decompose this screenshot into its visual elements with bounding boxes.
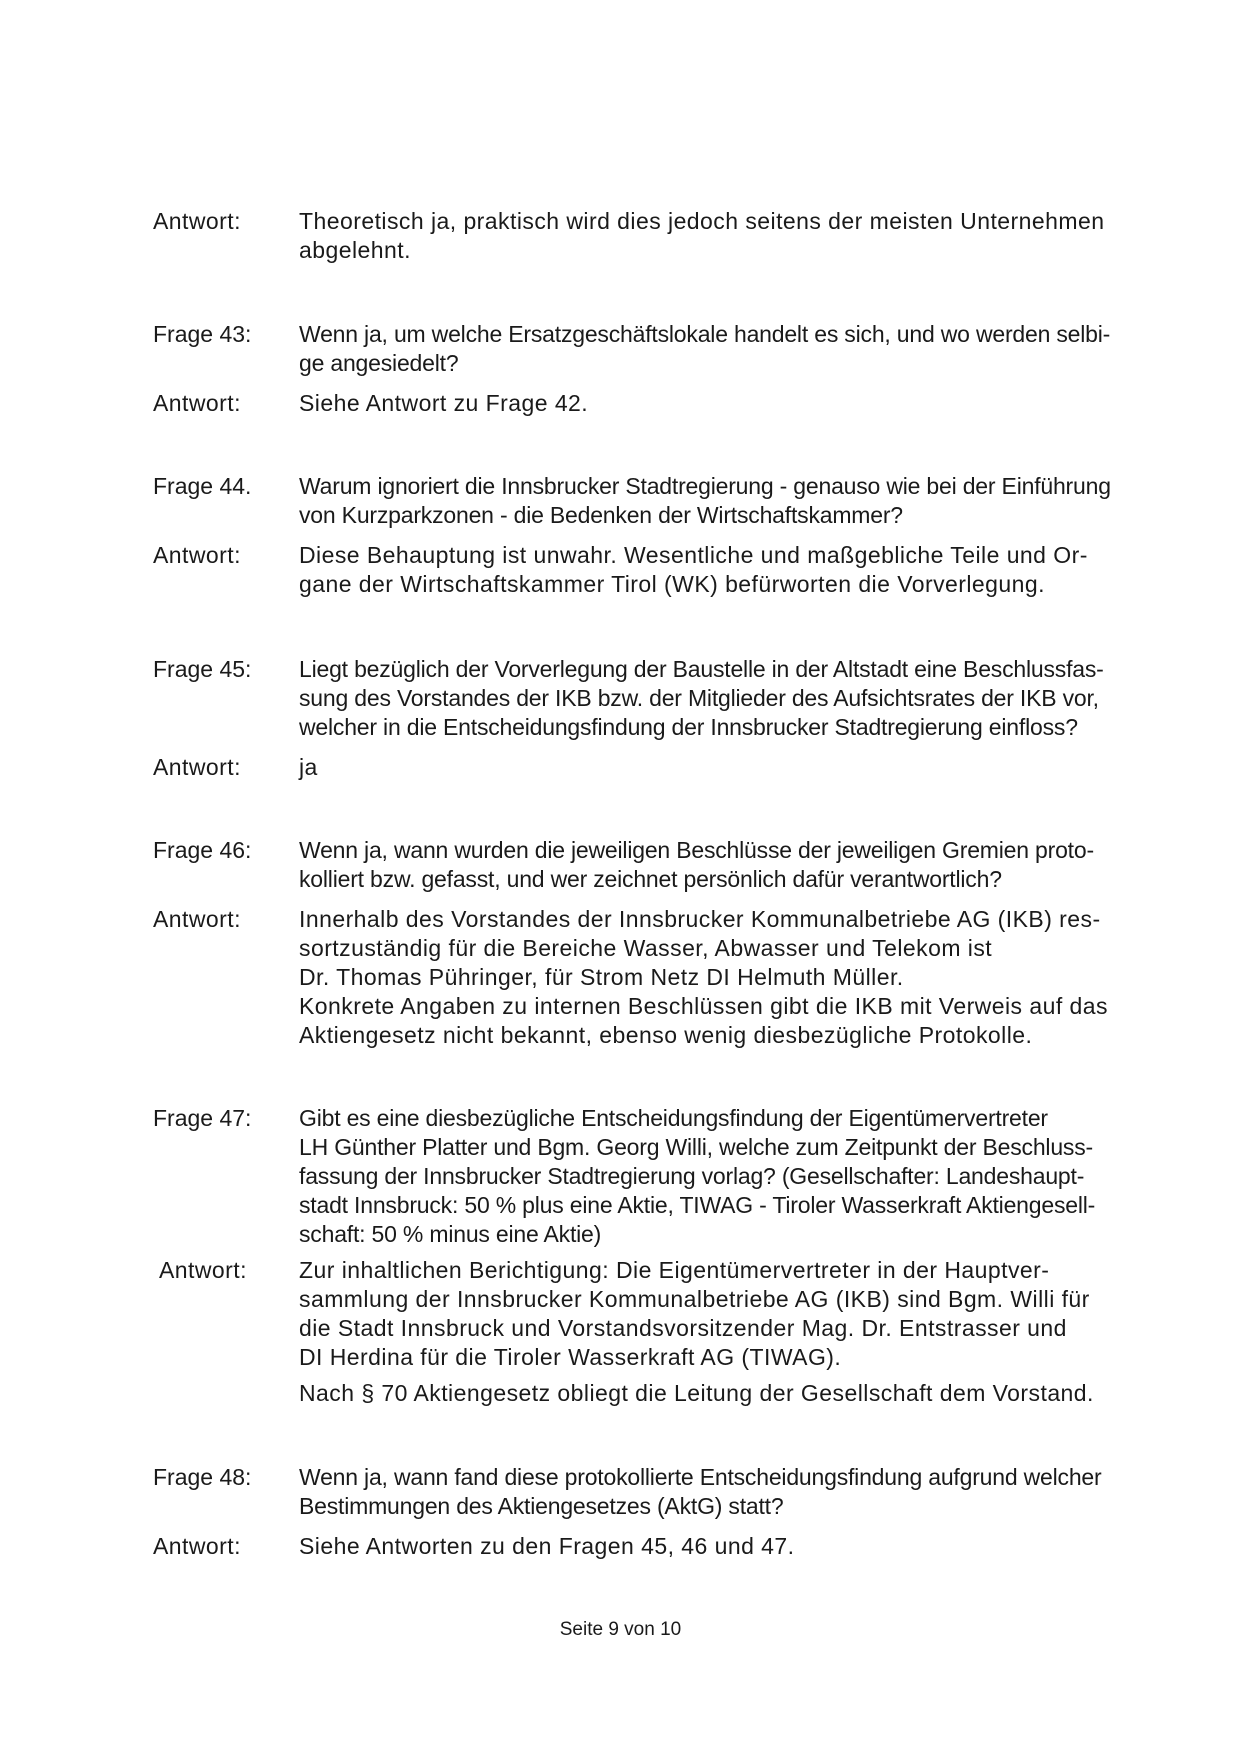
text-line: Innerhalb des Vorstandes der Innsbrucker Kommunalbetriebe AG (IKB) res- bbox=[299, 906, 1101, 932]
answer-text bbox=[299, 905, 1139, 1050]
question-text bbox=[299, 320, 1139, 378]
answer-label: Antwort: bbox=[153, 542, 241, 568]
answer-label: Antwort: bbox=[153, 754, 241, 780]
question-text bbox=[299, 836, 1139, 894]
text-line: Bestimmungen des Aktiengesetzes (AktG) statt? bbox=[299, 1493, 784, 1519]
text-line: Theoretisch ja, praktisch wird dies jedoch seitens der meisten Unternehmen bbox=[299, 208, 1105, 234]
text-line: stadt Innsbruck: 50 % plus eine Aktie, TIWAG - Tiroler Wasserkraft Aktiengesell- bbox=[299, 1192, 1096, 1218]
question-label: Frage 44. bbox=[153, 473, 252, 499]
answer-text bbox=[299, 1532, 1139, 1561]
answer-label: Antwort: bbox=[153, 208, 241, 234]
text-line: Liegt bezüglich der Vorverlegung der Baustelle in der Altstadt eine Beschlussfas- bbox=[299, 656, 1104, 682]
text-line: Wenn ja, wann wurden die jeweiligen Beschlüsse der jeweiligen Gremien proto- bbox=[299, 837, 1094, 863]
question-label: Frage 47: bbox=[153, 1105, 252, 1131]
text-line: sammlung der Innsbrucker Kommunalbetriebe AG (IKB) sind Bgm. Willi für bbox=[299, 1286, 1090, 1312]
question-text bbox=[299, 472, 1139, 530]
text-line: kolliert bzw. gefasst, und wer zeichnet persönlich dafür verantwortlich? bbox=[299, 866, 1002, 892]
text-line: Wenn ja, um welche Ersatzgeschäftslokale handelt es sich, und wo werden selbi- bbox=[299, 321, 1111, 347]
question-text bbox=[299, 1104, 1139, 1249]
answer-text bbox=[299, 541, 1139, 599]
answer-text bbox=[299, 1379, 1139, 1408]
text-line: Nach § 70 Aktiengesetz obliegt die Leitung der Gesellschaft dem Vorstand. bbox=[299, 1380, 1094, 1406]
text-line: DI Herdina für die Tiroler Wasserkraft AG (TIWAG). bbox=[299, 1344, 842, 1370]
question-label: Frage 48: bbox=[153, 1464, 252, 1490]
text-line: ge angesiedelt? bbox=[299, 350, 459, 376]
answer-text bbox=[299, 389, 1139, 418]
text-line: Dr. Thomas Pühringer, für Strom Netz DI Helmuth Müller. bbox=[299, 964, 904, 990]
text-line: LH Günther Platter und Bgm. Georg Willi, welche zum Zeitpunkt der Beschluss- bbox=[299, 1134, 1093, 1160]
text-line: sung des Vorstandes der IKB bzw. der Mitglieder des Aufsichtsrates der IKB vor, bbox=[299, 685, 1099, 711]
text-line: Zur inhaltlichen Berichtigung: Die Eigentümervertreter in der Hauptver- bbox=[299, 1257, 1050, 1283]
text-line: schaft: 50 % minus eine Aktie) bbox=[299, 1221, 602, 1247]
text-line: welcher in die Entscheidungsfindung der Innsbrucker Stadtregierung einfloss? bbox=[299, 714, 1078, 740]
text-line: fassung der Innsbrucker Stadtregierung vorlag? (Gesellschafter: Landeshaupt- bbox=[299, 1163, 1085, 1189]
text-line: Warum ignoriert die Innsbrucker Stadtregierung - genauso wie bei der Einführung bbox=[299, 473, 1111, 499]
text-line: abgelehnt. bbox=[299, 237, 411, 263]
text-line: Siehe Antwort zu Frage 42. bbox=[299, 390, 589, 416]
text-line: von Kurzparkzonen - die Bedenken der Wirtschaftskammer? bbox=[299, 502, 903, 528]
question-label: Frage 43: bbox=[153, 321, 252, 347]
answer-label: Antwort: bbox=[153, 390, 241, 416]
text-line: ja bbox=[299, 754, 318, 780]
text-line: sortzuständig für die Bereiche Wasser, Abwasser und Telekom ist bbox=[299, 935, 993, 961]
answer-label: Antwort: bbox=[153, 1533, 241, 1559]
question-text bbox=[299, 1463, 1139, 1521]
text-line: die Stadt Innsbruck und Vorstandsvorsitzender Mag. Dr. Entstrasser und bbox=[299, 1315, 1067, 1341]
question-label: Frage 46: bbox=[153, 837, 252, 863]
answer-label: Antwort: bbox=[159, 1257, 247, 1283]
question-text bbox=[299, 655, 1139, 742]
answer-text bbox=[299, 207, 1139, 265]
answer-text bbox=[299, 753, 1139, 782]
text-line: Diese Behauptung ist unwahr. Wesentliche und maßgebliche Teile und Or- bbox=[299, 542, 1088, 568]
answer-label: Antwort: bbox=[153, 906, 241, 932]
text-line: gane der Wirtschaftskammer Tirol (WK) befürworten die Vorverlegung. bbox=[299, 571, 1045, 597]
answer-text bbox=[299, 1256, 1139, 1372]
text-line: Konkrete Angaben zu internen Beschlüssen gibt die IKB mit Verweis auf das bbox=[299, 993, 1108, 1019]
text-line: Wenn ja, wann fand diese protokollierte Entscheidungsfindung aufgrund welcher bbox=[299, 1464, 1102, 1490]
question-label: Frage 45: bbox=[153, 656, 252, 682]
text-line: Siehe Antworten zu den Fragen 45, 46 und 47. bbox=[299, 1533, 795, 1559]
page-number: Seite 9 von 10 bbox=[559, 1619, 682, 1640]
text-line: Aktiengesetz nicht bekannt, ebenso wenig diesbezügliche Protokolle. bbox=[299, 1022, 1033, 1048]
text-line: Gibt es eine diesbezügliche Entscheidungsfindung der Eigentümervertreter bbox=[299, 1105, 1048, 1131]
